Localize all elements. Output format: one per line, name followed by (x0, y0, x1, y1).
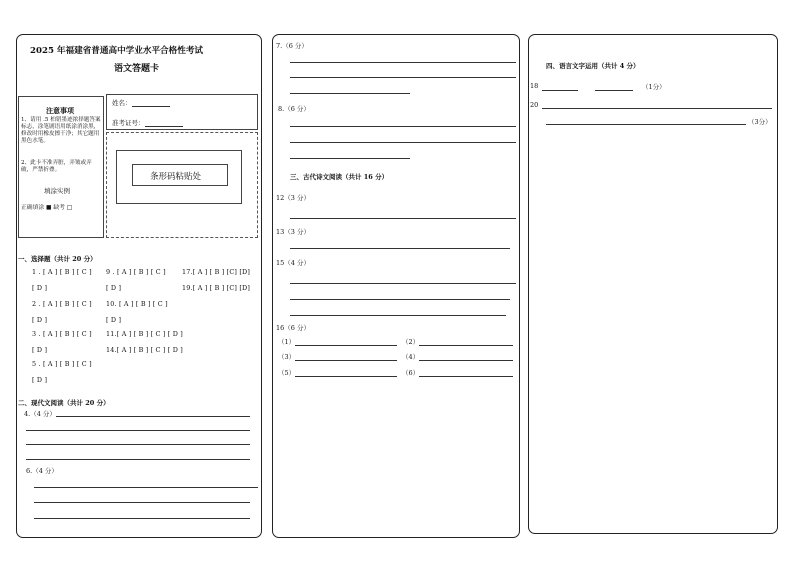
mc-r5-c1[interactable]: 14.[ A ] [ B ] [ C ] [ D ] (106, 346, 183, 354)
mc-r3-c0[interactable]: [ D ] (32, 316, 48, 324)
mc-r3-c1[interactable]: [ D ] (106, 316, 122, 324)
q8-answer-line-2[interactable] (290, 142, 516, 143)
q16-blank-6[interactable] (402, 368, 513, 377)
exam-id-label: 准考证号： (112, 119, 145, 127)
mc-r4-c1[interactable]: 11.[ A ] [ B ] [ C ] [ D ] (106, 330, 183, 338)
q12-answer-line[interactable] (290, 218, 516, 219)
q7-answer-line-2[interactable] (290, 77, 516, 78)
q7-answer-line-1[interactable] (290, 62, 516, 63)
exam-id-field[interactable] (112, 118, 183, 127)
q20-score: （3分） (748, 118, 772, 126)
q13-label: 13（3 分） (276, 228, 310, 236)
mc-r1-c1[interactable]: [ D ] (106, 284, 122, 292)
q8-answer-line-3[interactable] (290, 158, 410, 159)
name-label: 姓名： (112, 99, 132, 107)
q16-label: 16（6 分） (276, 324, 310, 332)
q18-score: （1分） (642, 83, 666, 91)
q4-answer-line-1[interactable] (56, 416, 250, 417)
mc-r2-c0[interactable]: 2 . [ A ] [ B ] [ C ] (32, 300, 92, 308)
q6-label: 6.（4 分） (26, 467, 58, 475)
q16-blank-5-label: （5） (278, 369, 296, 377)
card-title: 语文答题卡 (114, 64, 160, 74)
right-panel (528, 34, 778, 534)
q16-blank-3[interactable] (278, 352, 397, 361)
q16-blank-1-label: （1） (278, 338, 296, 346)
section3-title: 三、古代诗文阅读（共计 16 分） (290, 173, 389, 181)
fill-example: 正确填涂 ■ 缺考 □ (21, 205, 73, 211)
q20-answer-line-1[interactable] (542, 108, 772, 109)
mc-r0-c2[interactable]: 17.[ A ] [ B ] [C] [D] (182, 268, 251, 276)
fill-example-title: 填涂实例 (44, 187, 70, 195)
q4-label: 4.（4 分） (24, 410, 56, 418)
mc-r0-c1[interactable]: 9 . [ A ] [ B ] [ C ] (106, 268, 166, 276)
q4-answer-line-3[interactable] (26, 444, 250, 445)
q15-answer-line-3[interactable] (290, 315, 506, 316)
barcode-label: 条形码粘贴处 (150, 172, 202, 182)
q6-answer-line-1[interactable] (34, 487, 258, 488)
q16-blank-3-label: （3） (278, 353, 296, 361)
q15-label: 15（4 分） (276, 259, 310, 267)
mc-r1-c2[interactable]: 19.[ A ] [ B ] [C] [D] (182, 284, 251, 292)
q20-label: 20 (530, 101, 539, 109)
q12-label: 12（3 分） (276, 194, 310, 202)
q13-answer-line[interactable] (290, 248, 510, 249)
mc-r6-c0[interactable]: 5 . [ A ] [ B ] [ C ] (32, 360, 92, 368)
q18-blank-1[interactable] (542, 90, 578, 91)
notes-item-2: 2、此卡不准弄脏，弄皱或弄破，严禁折叠。 (21, 160, 92, 173)
q15-answer-line-2[interactable] (290, 299, 510, 300)
q8-label: 8.（6 分） (278, 105, 310, 113)
q16-blank-5[interactable] (278, 368, 397, 377)
mc-r4-c0[interactable]: 3 . [ A ] [ B ] [ C ] (32, 330, 92, 338)
q6-answer-line-3[interactable] (34, 518, 250, 519)
q16-blank-4[interactable] (402, 352, 513, 361)
section2-title: 二、现代文阅读（共计 20 分） (18, 399, 110, 407)
q8-answer-line-1[interactable] (290, 126, 516, 127)
mc-r5-c0[interactable]: [ D ] (32, 346, 48, 354)
q4-answer-line-4[interactable] (26, 459, 250, 460)
mc-r7-c0[interactable]: [ D ] (32, 376, 48, 384)
q7-answer-line-3[interactable] (290, 93, 410, 94)
mc-r1-c0[interactable]: [ D ] (32, 284, 48, 292)
q7-label: 7.（6 分） (276, 42, 308, 50)
mc-r2-c1[interactable]: 10. [ A ] [ B ] [ C ] (106, 300, 168, 308)
mc-r0-c0[interactable]: 1 . [ A ] [ B ] [ C ] (32, 268, 92, 276)
exam-title: 2025 年福建省普通高中学业水平合格性考试 (30, 46, 204, 56)
notes-title: 注意事项 (46, 106, 74, 115)
q16-blank-6-label: （6） (402, 369, 420, 377)
q15-answer-line-1[interactable] (290, 283, 516, 284)
q18-blank-2[interactable] (595, 90, 633, 91)
notes-item-1: 1、请用 .5 柏错墨迹浓择题答案标志，涂笔剧语用纸涂消涂黑，修改时用橡皮擦干净；其它题用黑色水笔。 (21, 117, 101, 144)
section1-title: 一、选择题（共计 20 分） (18, 255, 97, 263)
q6-answer-line-2[interactable] (34, 502, 250, 503)
name-field[interactable] (112, 98, 170, 107)
q20-answer-line-2[interactable] (546, 124, 746, 125)
q16-blank-2-label: （2） (402, 338, 420, 346)
section4-title: 四、语言文字运用（共计 4 分） (546, 62, 640, 70)
q16-blank-1[interactable] (278, 337, 397, 346)
q16-blank-2[interactable] (402, 337, 513, 346)
q18-label: 18 (530, 82, 539, 90)
q16-blank-4-label: （4） (402, 353, 420, 361)
q4-answer-line-2[interactable] (26, 430, 250, 431)
